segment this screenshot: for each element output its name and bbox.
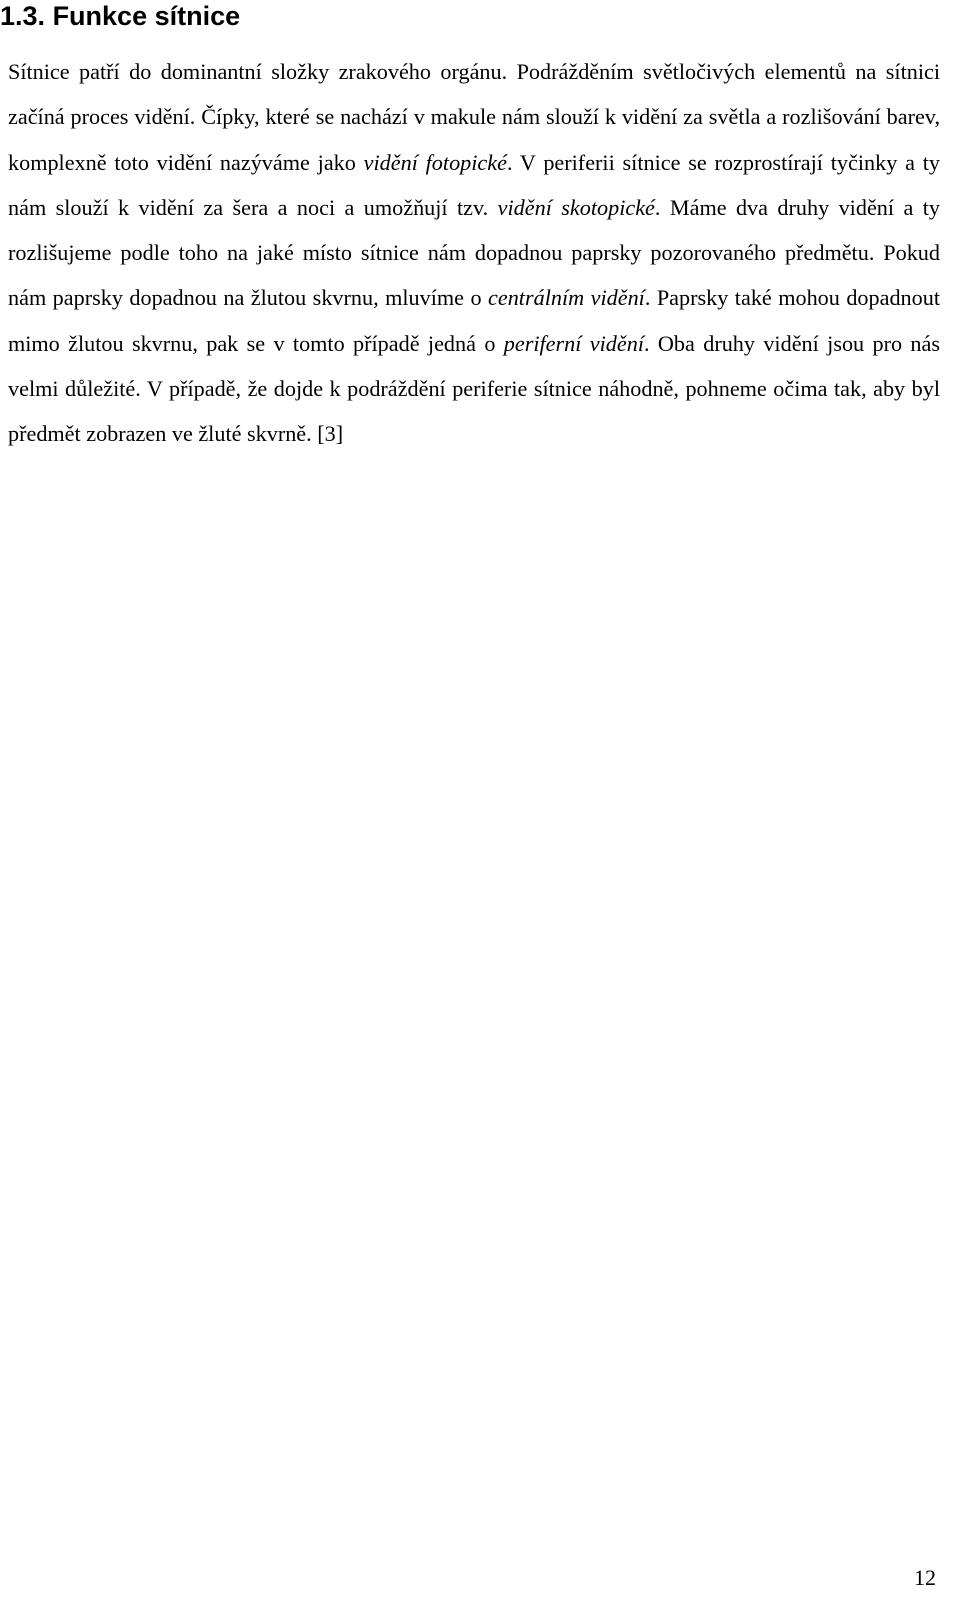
section-heading bbox=[0, 0, 240, 32]
text-segment: . Máme dva druhy vidění a ty rozlišujeme podle toho na jaké místo sítnice nám dopadnou paprsky pozorovaného předmětu. Pokud nám paprsky dopadnou na žlutou skvrnu, mluvíme o bbox=[8, 194, 940, 311]
term-photopic-vision: vidění fotopické bbox=[363, 149, 507, 175]
section-title: Funkce sítnice bbox=[52, 1, 241, 31]
term-scotopic-vision: vidění skotopické bbox=[497, 194, 655, 220]
term-central-vision: centrálním vidění bbox=[488, 285, 645, 311]
section-number: 1.3. bbox=[0, 1, 46, 31]
text-segment: . Paprsky také mohou dopadnout mimo žlutou skvrnu, pak se v tomto případě jedná o bbox=[8, 285, 940, 356]
text-segment: . V periferii sítnice se rozprostírají tyčinky a ty nám slouží k vidění za šera a noci a umožňují tzv. bbox=[8, 149, 940, 220]
text-segment: Sítnice patří do dominantní složky zrakového orgánu. Podrážděním světločivých elementů na sítnici začíná proces vidění. Čípky, které se nachází v makule nám slouží k vidění za světla a rozlišování barev, komplexně toto vidění nazýváme jako bbox=[8, 59, 940, 175]
text-segment: . Oba druhy vidění jsou pro nás velmi důležité. V případě, že dojde k podráždění periferie sítnice náhodně, pohneme očima tak, aby byl předmět zobrazen ve žluté skvrně. [3] bbox=[8, 330, 940, 447]
body-paragraph bbox=[8, 49, 940, 457]
term-peripheral-vision: periferní vidění bbox=[503, 330, 644, 356]
page-number: 12 bbox=[914, 1565, 936, 1590]
